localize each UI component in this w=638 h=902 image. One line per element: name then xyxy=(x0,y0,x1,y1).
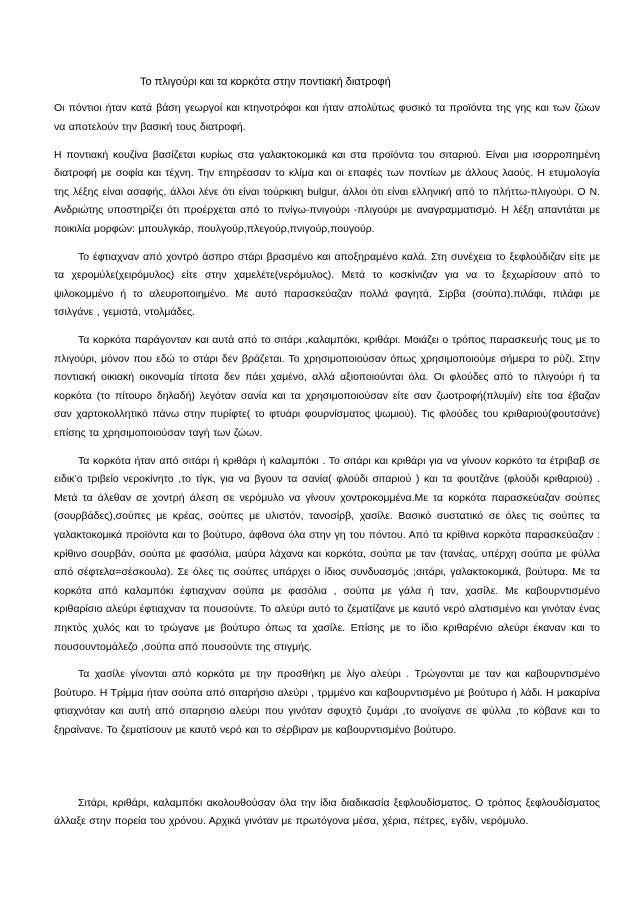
document-body xyxy=(54,99,600,831)
paragraph-hasile: Τα χασίλε γίνονται από κορκότα με την προσθήκη με λίγο αλεύρι . Τρώγονται με ταν και καβουρντισμένο βούτυρο. Η Τρίμμα ήταν σούπα από σιταρήσιο αλεύρι , τρμμένο και καβουρντισμένο με βούτυρο ή λάδι. Η μακαρίνα φτιαχνόταν και αυτή από σιταρησιο αλεύρι που γινόταν σφυχτό ζυμάρι ,το ανοίγανε σε φύλλα ,το κόβανε και το ξηραίνανε. Το ζεματίσουν με καυτό νερό και το σέρβιραν με καβουρντισμένο βούτυρο. xyxy=(54,668,600,736)
paragraph-korkota-origin: Τα κορκότα παράγονταν και αυτά από το σιτάρι ,καλαμπόκι, κριθάρι. Μοιάζει ο τρόπος παρασκευής τους με το πλιγούρι, μόνον που εδώ το στάρι δεν βράζεται. Το χρησιμοποιούσαν όπως χρησιμοποιούμε σήμερα το ρύζι. Στην ποντιακή οικιακή οικονομία τίποτα δεν πάει χαμένο, αλλά αξιοποιούνται όλα. Οι φλούδες από το πλιγούρι ή τα κορκότα (το πίτουρο δηλαδή) λεγόταν σανία και τα χρησιμοποιούσαν είτε σαν ζωοτροφή(πλυμίν) είτε τοα έβαζαν σαν χαρτοκολλητικό πάνω στην πυρίφτε( το φτυάρι φουρνίσματος ψωμιού). Τις φλούδες του κριθαριού(φουτσάνε) επίσης τα χρησιμοποιούσαν ταγή των ζώων. xyxy=(54,334,600,439)
paragraph-pligouri-preparation: Το έφτιαχναν από χοντρό άσπρο στάρι βρασμένο και αποξηραμένο καλά. Στη συνέχεια το ξεφλούδιζαν είτε με τα χερομύλε(χειρόμυλος) είτε στην χαμελέτε(νερόμυλος). Μετά το κοσκίνιζαν για να το ξεχωρίσουν από το ψιλοκομμένο ή το αλευροποιημένο. Με αυτό παρασκεύαζαν πολλά φαγητά. Σιρβα (σούπα),πιλάφι, πιλάφι με τσιλγάνε , γεμιστά, ντολμάδες. xyxy=(54,250,600,319)
page-title: Το πλιγούρι και τα κορκότα στην ποντιακή διατροφή xyxy=(140,76,391,88)
paragraph-cuisine: Η ποντιακή κουζίνα βασίζεται κυρίως στα γαλακτοκομικά και στα προϊόντα του σιταριού. Είναι μια ισορροπημένη διατροφή με σοφία και τέχνη. Την επηρέασαν το κλίμα και οι επαφές των ποντίων με άλλους λαούς. Η ετυμολογία της λέξης είναι ασαφής, άλλοι λένε ότι είναι τούρκικη bulgur, άλλοι ότι είναι ελληνική από το πλήττω-πλιγούρι. Ο Ν. Ανδριώτης υποστηρίζει ότι προέρχεται από το πνίγω-πνιγούρι -πλιγούρι με αναγραμματισμό. Η λέξη απαντάται με ποικιλία μορφών: μπουλγκάρ, πουλγούρ,πλεγούρ,πνιγούρ,πουγούρ. xyxy=(54,148,600,236)
paragraph-korkota-soups: Τα κορκότα ήταν από σιτάρι ή κριθάρι ή καλαμπόκι . Το σιτάρι και κριθάρι για να γίνουν κορκότο τα έτριβαβ σε ειδικ’ο τριβείο νεροκίνητο ,το τίγκ, για να βγουν τα σανία( φλούδι σιταριού ) και τα φουτζάνε (φλούδι κριθαριού) . Μετά τα άλεθαν σε χοντρή άλεση σε νερόμυλο να γίνουν χοντροκομμένα.Με τα κορκότα παρασκεύαζαν σούπες (σουρβάδες),σούπες με κρέας, σούπες με υλιστόν, τανοσίρβ, χασίλε. Βασικό συστατικό σε όλες τις σούπες τα γαλακτοκομικά προϊόντα και το βούτυρο, άφθονα όλα στην γη του πόντου. Από τα κρίθινα κορκότα παρασκεύαζαν : κρίθινο σουρβάν, σούπα με φασόλια, μαύρα λάχανα και κορκότα, σούπα με ταν (τανέας, υπέρχη σούπα με φύλλα από σέφτελα=σέσκουλα). Σε όλες τις σούπες υπάρχει ο ίδιος συνδυασμός ;σιτάρι, γαλακτοκομικά, βούτυρα. Με τα κορκότα από καλαμπόκι έφτιαχναν σούπα με φασόλια , σούπα με γάλα ή ταν, χασίλε. Με καβουρντισμένο κριθαρίσιο αλεύρι έφτιαχναν τα πουσούντε. Το αλεύρι αυτό το ζεματίζανε με καυτό νερό αλατισμένο και γινόταν ένας πηκτός χυλός και το τρώγανε με βούτυρο όπως τα χασίλε. Επίσης με το ίδιο κριθαρένιο αλεύρι έκαναν και το πουσουντομάλεζο ,σούπα από πουσούντε της στιγμής. xyxy=(54,454,600,653)
paragraph-intro: Οι πόντιοι ήταν κατά βάση γεωργοί και κτηνοτρόφοι και ήταν απολύτως φυσικό τα προϊόντα της γης και των ζώων να αποτελούν την βασική τους διατροφή. xyxy=(54,102,600,133)
paragraph-husking: Σιτάρι, κριθάρι, καλαμπόκι ακολουθούσαν όλα την ίδια διαδικασία ξεφλουδίσματος. Ο τρόπος ξεφλουδίσματος άλλαξε στην πορεία του χρόνου. Αρχικά γινόταν με πρωτόγονα μέσα, χέρια, πέτρες, εγδίν, νερόμυλο. xyxy=(54,796,600,828)
